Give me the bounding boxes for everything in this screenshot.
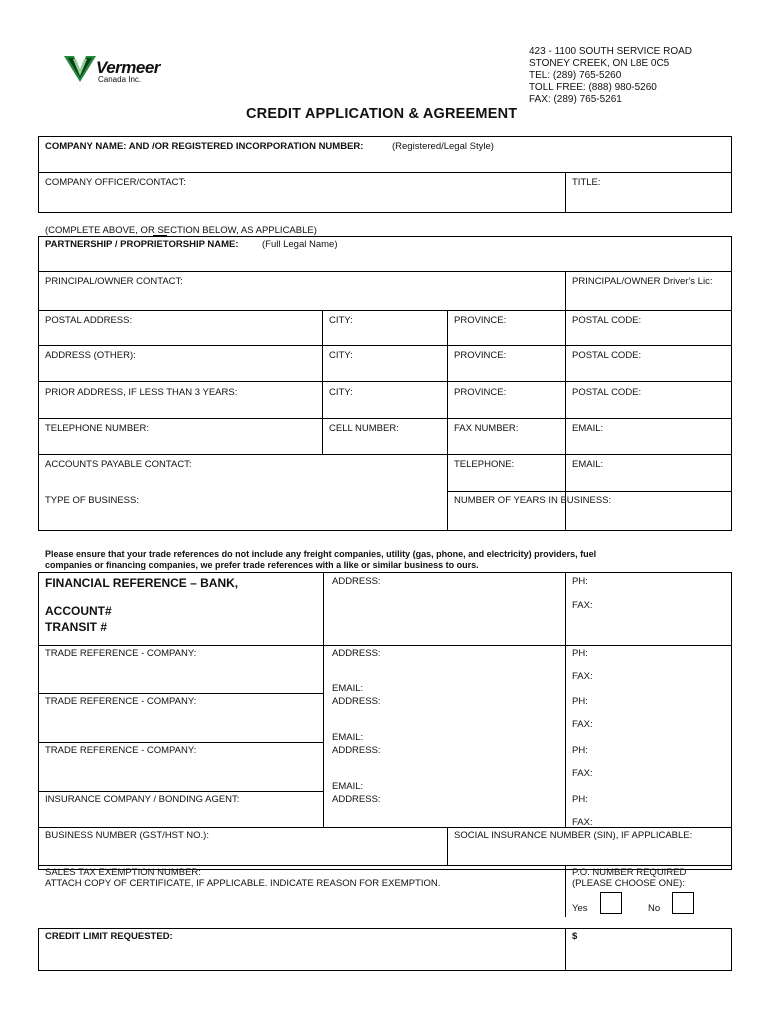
- partnership-name-note: (Full Legal Name): [262, 239, 338, 250]
- bank-phone-label: PH:: [572, 576, 588, 587]
- postal-city-label: CITY:: [329, 315, 353, 326]
- principal-license-label: PRINCIPAL/OWNER Driver's Lic:: [572, 276, 713, 287]
- trade-reference-2-email-label: EMAIL:: [332, 732, 364, 743]
- ap-email-label: EMAIL:: [572, 459, 604, 470]
- other-postal-code-label: POSTAL CODE:: [572, 350, 642, 361]
- prior-address-label: PRIOR ADDRESS, IF LESS THAN 3 YEARS:: [45, 387, 238, 398]
- prior-province-label: PROVINCE:: [454, 387, 507, 398]
- email-label: EMAIL:: [572, 423, 604, 434]
- po-no-label: No: [648, 903, 661, 914]
- address-line: TEL: (289) 765-5260: [529, 70, 622, 81]
- trade-reference-3-fax-label: FAX:: [572, 768, 593, 779]
- trade-reference-1-phone-fax-field[interactable]: [566, 646, 731, 693]
- company-title-label: TITLE:: [572, 177, 601, 188]
- trade-reference-3-address-label: ADDRESS:: [332, 745, 381, 756]
- cell-number-label: CELL NUMBER:: [329, 423, 399, 434]
- bank-transit-label: TRANSIT #: [45, 620, 108, 634]
- page-title: CREDIT APPLICATION & AGREEMENT: [246, 106, 518, 122]
- sales-tax-exemption-instruction: ATTACH COPY OF CERTIFICATE, IF APPLICABLE. INDICATE REASON FOR EXEMPTION.: [45, 878, 441, 889]
- trade-reference-2-address-label: ADDRESS:: [332, 696, 381, 707]
- insurance-address-label: ADDRESS:: [332, 794, 381, 805]
- bank-address-label: ADDRESS:: [332, 576, 381, 587]
- trade-reference-2-phone-fax-field[interactable]: [566, 694, 731, 742]
- address-line: 423 - 1100 SOUTH SERVICE ROAD: [529, 46, 693, 57]
- telephone-number-label: TELEPHONE NUMBER:: [45, 423, 149, 434]
- other-city-label: CITY:: [329, 350, 353, 361]
- po-yes-checkbox[interactable]: [600, 892, 622, 914]
- bank-reference-label: FINANCIAL REFERENCE – BANK,: [45, 576, 239, 590]
- address-line: TOLL FREE: (888) 980-5260: [529, 82, 657, 93]
- trade-reference-1-label: TRADE REFERENCE - COMPANY:: [45, 648, 197, 659]
- trade-reference-2-label: TRADE REFERENCE - COMPANY:: [45, 696, 197, 707]
- principal-contact-label: PRINCIPAL/OWNER CONTACT:: [45, 276, 183, 287]
- other-province-label: PROVINCE:: [454, 350, 507, 361]
- logo-name: Vermeer: [96, 58, 160, 77]
- trade-reference-1-phone-label: PH:: [572, 648, 588, 659]
- address-line: FAX: (289) 765-5261: [529, 94, 622, 105]
- insurance-company-label: INSURANCE COMPANY / BONDING AGENT:: [45, 794, 240, 805]
- bank-fax-label: FAX:: [572, 600, 593, 611]
- credit-limit-amount-field[interactable]: [566, 929, 731, 970]
- trade-reference-1-email-label: EMAIL:: [332, 683, 364, 694]
- vermeer-logo-icon: [64, 54, 96, 84]
- other-address-label: ADDRESS (OTHER):: [45, 350, 136, 361]
- trade-reference-1-fax-label: FAX:: [572, 671, 593, 682]
- references-note-line: Please ensure that your trade references do not include any freight companies, utility (gas, phone, and electricity) providers, fuel: [45, 549, 597, 559]
- trade-reference-3-label: TRADE REFERENCE - COMPANY:: [45, 745, 197, 756]
- trade-reference-2-phone-label: PH:: [572, 696, 588, 707]
- sales-tax-exemption-label: SALES TAX EXEMPTION NUMBER:: [45, 867, 201, 878]
- insurance-phone-label: PH:: [572, 794, 588, 805]
- po-yes-label: Yes: [572, 903, 588, 914]
- address-line: STONEY CREEK, ON L8E 0C5: [529, 58, 670, 69]
- references-note-line: companies or financing companies, we prefer trade references with a like or similar business to ours.: [45, 560, 479, 570]
- po-choose-label: (PLEASE CHOOSE ONE):: [572, 878, 685, 889]
- trade-reference-1-address-label: ADDRESS:: [332, 648, 381, 659]
- business-number-label: BUSINESS NUMBER (GST/HST NO.):: [45, 830, 209, 841]
- trade-reference-3-email-label: EMAIL:: [332, 781, 364, 792]
- credit-limit-label: CREDIT LIMIT REQUESTED:: [45, 931, 173, 942]
- company-name-note: (Registered/Legal Style): [392, 141, 494, 152]
- insurance-fax-label: FAX:: [572, 817, 593, 828]
- company-address-block: [529, 46, 692, 106]
- sin-label: SOCIAL INSURANCE NUMBER (SIN), IF APPLICABLE:: [454, 830, 693, 841]
- po-required-label: P.O. NUMBER REQUIRED: [572, 867, 687, 878]
- bank-account-label: ACCOUNT#: [45, 604, 112, 618]
- fax-number-label: FAX NUMBER:: [454, 423, 519, 434]
- type-of-business-label: TYPE OF BUSINESS:: [45, 495, 139, 506]
- partnership-name-label: PARTNERSHIP / PROPRIETORSHIP NAME:: [45, 239, 239, 250]
- postal-province-label: PROVINCE:: [454, 315, 507, 326]
- prior-city-label: CITY:: [329, 387, 353, 398]
- po-no-checkbox[interactable]: [672, 892, 694, 914]
- postal-code-label: POSTAL CODE:: [572, 315, 642, 326]
- trade-reference-3-phone-label: PH:: [572, 745, 588, 756]
- company-name-label: COMPANY NAME: AND /OR REGISTERED INCORPORATION NUMBER:: [45, 141, 364, 152]
- ap-contact-label: ACCOUNTS PAYABLE CONTACT:: [45, 459, 192, 470]
- logo-subtitle: Canada Inc.: [98, 75, 142, 84]
- company-officer-label: COMPANY OFFICER/CONTACT:: [45, 177, 186, 188]
- years-in-business-label: NUMBER OF YEARS IN BUSINESS:: [454, 495, 612, 506]
- complete-instruction: (COMPLETE ABOVE, OR SECTION BELOW, AS APPLICABLE): [45, 225, 317, 236]
- trade-reference-2-fax-label: FAX:: [572, 719, 593, 730]
- trade-reference-3-phone-fax-field[interactable]: [566, 743, 731, 791]
- prior-postal-code-label: POSTAL CODE:: [572, 387, 642, 398]
- credit-limit-currency: $: [572, 931, 578, 942]
- ap-telephone-label: TELEPHONE:: [454, 459, 515, 470]
- postal-address-label: POSTAL ADDRESS:: [45, 315, 133, 326]
